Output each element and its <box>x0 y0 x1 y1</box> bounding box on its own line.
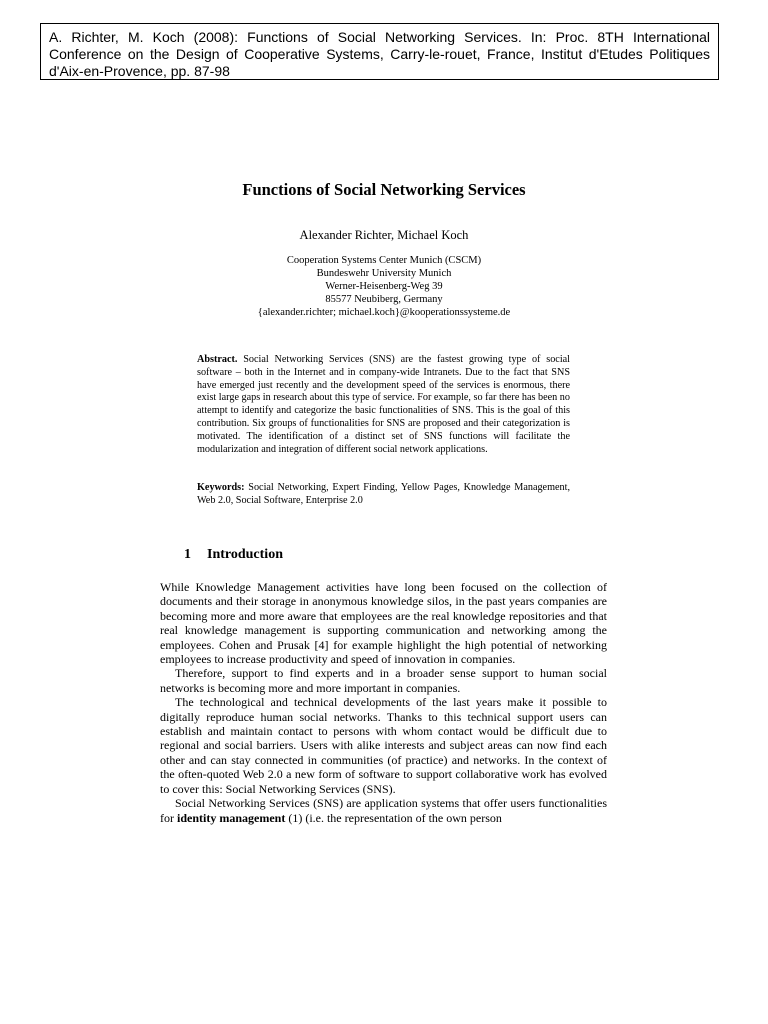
paragraph: While Knowledge Management activities have long been focused on the collection of documents and their storage in anonymous knowledge silos, in the past years companies are becoming more and more aware that employees are the real knowledge repositories and that real knowledge management is supporting communication and networking among the employees. Cohen and Prusak [4] for example highlight the high potential of networking employees to increase productivity and speed of innovation in companies. <box>160 580 607 667</box>
affiliation-line: Bundeswehr University Munich <box>316 268 452 279</box>
keywords <box>197 482 570 508</box>
citation-box <box>40 23 719 80</box>
affiliation-line: 85577 Neubiberg, Germany <box>325 294 443 305</box>
paragraph-text: Social Networking Services (SNS) are application systems that offer users functionalities for <box>160 796 607 825</box>
paragraph: The technological and technical developments of the last years make it possible to digitally reproduce human social networks. Thanks to this technical support users can establish and maintain contact to persons with whom contact would be difficult due to regional and social barriers. Users with alike interests and subject areas can now find each other and can stay connected in communities (of practice) and networks. In the context of the often-quoted Web 2.0 a new form of software to support collaborative work has evolved to cover this: Social Networking Services (SNS). <box>160 695 607 796</box>
paragraph: Therefore, support to find experts and in a broader sense support to human social networks is becoming more and more important in companies. <box>160 666 607 695</box>
keywords-text: Social Networking, Expert Finding, Yellow Pages, Knowledge Management, Web 2.0, Social Software, Enterprise 2.0 <box>197 482 571 506</box>
paragraph-text: (1) (i.e. the representation of the own person <box>285 810 502 825</box>
affiliation-line: Cooperation Systems Center Munich (CSCM) <box>286 255 482 266</box>
abstract <box>197 354 570 456</box>
affiliation-block <box>0 254 768 319</box>
bold-term: identity management <box>177 810 286 825</box>
citation-text: A. Richter, M. Koch (2008): Functions of Social Networking Services. In: Proc. 8TH International Conference on the Design of Cooperative Systems, Carry-le-rouet, France, Institut d'Etudes Politiques d'Aix-en-Provence, pp. 87-98 <box>49 29 710 79</box>
keywords-label: Keywords: <box>197 482 245 493</box>
section-title: Introduction <box>207 547 283 562</box>
section-body <box>160 580 607 825</box>
paragraph <box>160 796 607 825</box>
paper-title: Functions of Social Networking Services <box>242 180 526 199</box>
section-number: 1 <box>184 547 191 562</box>
section-heading <box>184 547 283 563</box>
abstract-text: Social Networking Services (SNS) are the fastest growing type of social software – both in the Internet and in company-wide Intranets. Due to the fact that SNS have emerged just recently and the development speed of the services is enormous, there exist large gaps in research about this type of service. For example, so far there has been no attempt to identify and categorize the basic functionalities of SNS. This is the goal of this contribution. Six groups of functionalities for SNS are proposed and their categorization is motivated. The identification of a distinct set of SNS functions will facilitate the modularization and integration of different social network applications. <box>197 354 570 455</box>
affiliation-line: Werner-Heisenberg-Weg 39 <box>325 281 443 292</box>
abstract-label: Abstract. <box>197 354 238 365</box>
paper-authors: Alexander Richter, Michael Koch <box>299 228 469 242</box>
affiliation-email: {alexander.richter; michael.koch}@kooperationssysteme.de <box>257 307 511 318</box>
